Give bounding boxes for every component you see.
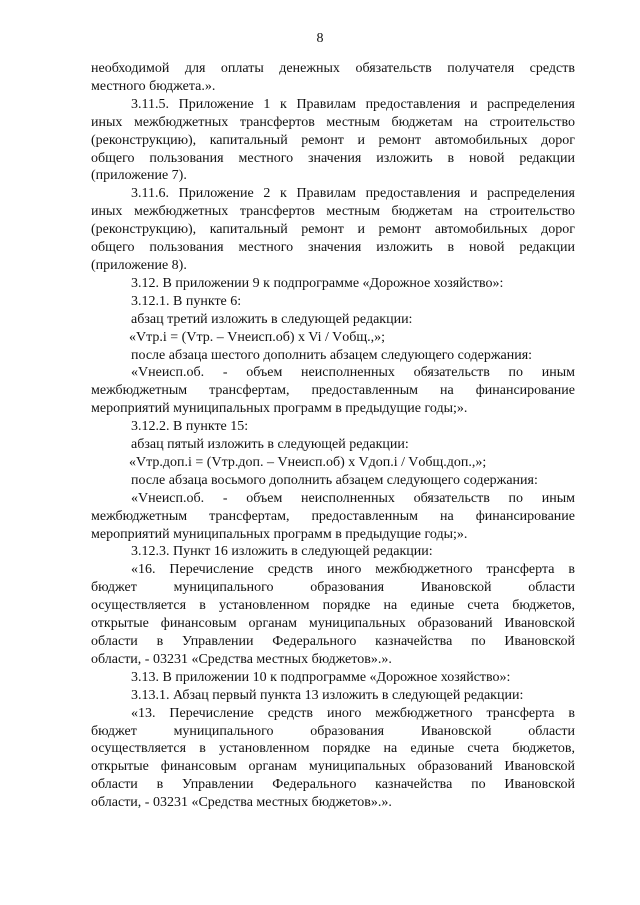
text-line: «16. Перечисление средств иного межбюджетного трансферта в <box>131 562 575 578</box>
text-line: осуществляется в установленном порядке на единые счета бюджетов, <box>91 598 575 614</box>
text-line: необходимой для оплаты денежных обязательств получателя средств <box>91 61 575 76</box>
text-line: (приложение 8). <box>91 257 187 273</box>
text-line: 3.11.5. Приложение 1 к Правилам предоставления и распределения <box>131 96 575 112</box>
text-line: 3.13. В приложении 10 к подпрограмме «Дорожное хозяйство»: <box>131 669 511 685</box>
text-line: осуществляется в установленном порядке на единые счета бюджетов, <box>91 741 575 757</box>
text-line: «13. Перечисление средств иного межбюджетного трансферта в <box>131 705 575 721</box>
document-body <box>91 60 575 812</box>
text-line: иных межбюджетных трансфертов местным бюджетам на строительство <box>91 114 575 130</box>
text-line: межбюджетным трансфертам, предоставленным на финансирование <box>91 508 575 524</box>
text-line: «Vнеисп.об. - объем неисполненных обязательств по иным <box>131 365 575 381</box>
text-line: области, - 03231 «Средства местных бюджетов».». <box>91 795 392 811</box>
text-line: бюджет муниципального образования Ивановской области <box>91 580 575 596</box>
text-line: (приложение 7). <box>91 168 187 184</box>
text-line: 3.13.1. Абзац первый пункта 13 изложить в следующей редакции: <box>131 687 524 703</box>
text-line: иных межбюджетных трансфертов местным бюджетам на строительство <box>91 204 575 220</box>
text-line: 3.11.6. Приложение 2 к Правилам предоставления и распределения <box>131 186 575 202</box>
text-line: (реконструкцию), капитальный ремонт и ремонт автомобильных дорог <box>91 132 575 148</box>
page-number: 8 <box>316 31 324 46</box>
text-line: области, - 03231 «Средства местных бюджетов».». <box>91 651 392 667</box>
text-line: открытые финансовым органам муниципальных образований Ивановской <box>91 616 575 632</box>
text-line: общего пользования местного значения изложить в новой редакции <box>91 150 575 166</box>
text-line: области в Управлении Федерального казначейства по Ивановской <box>91 634 575 649</box>
text-line: бюджет муниципального образования Ивановской области <box>91 723 575 739</box>
text-line: 3.12. В приложении 9 к подпрограмме «Дорожное хозяйство»: <box>131 275 504 291</box>
text-line: 3.12.2. В пункте 15: <box>131 419 249 435</box>
text-line: «Vтр.i = (Vтр. – Vнеисп.об) x Vi / Vобщ.,»; <box>129 329 385 345</box>
text-line: абзац пятый изложить в следующей редакции: <box>131 437 409 453</box>
text-line: мероприятий муниципальных программ в предыдущие годы;». <box>91 526 468 542</box>
text-line: 3.12.3. Пункт 16 изложить в следующей редакции: <box>131 544 433 560</box>
text-line: 3.12.1. В пункте 6: <box>131 293 242 309</box>
text-line: мероприятий муниципальных программ в предыдущие годы;». <box>91 401 468 417</box>
text-line: после абзаца шестого дополнить абзацем следующего содержания: <box>131 347 533 363</box>
text-line: межбюджетным трансфертам, предоставленным на финансирование <box>91 383 575 399</box>
text-line: общего пользования местного значения изложить в новой редакции <box>91 240 575 256</box>
text-line: открытые финансовым органам муниципальных образований Ивановской <box>91 759 575 775</box>
text-line: абзац третий изложить в следующей редакции: <box>131 311 413 327</box>
text-line: «Vнеисп.об. - объем неисполненных обязательств по иным <box>131 490 575 506</box>
text-line: (реконструкцию), капитальный ремонт и ремонт автомобильных дорог <box>91 222 575 238</box>
text-line: «Vтр.доп.i = (Vтр.доп. – Vнеисп.об) x Vдоп.i / Vобщ.доп.,»; <box>129 454 487 470</box>
text-line: местного бюджета.». <box>91 78 216 94</box>
text-line: области в Управлении Федерального казначейства по Ивановской <box>91 777 575 793</box>
text-line: после абзаца восьмого дополнить абзацем следующего содержания: <box>131 472 538 488</box>
